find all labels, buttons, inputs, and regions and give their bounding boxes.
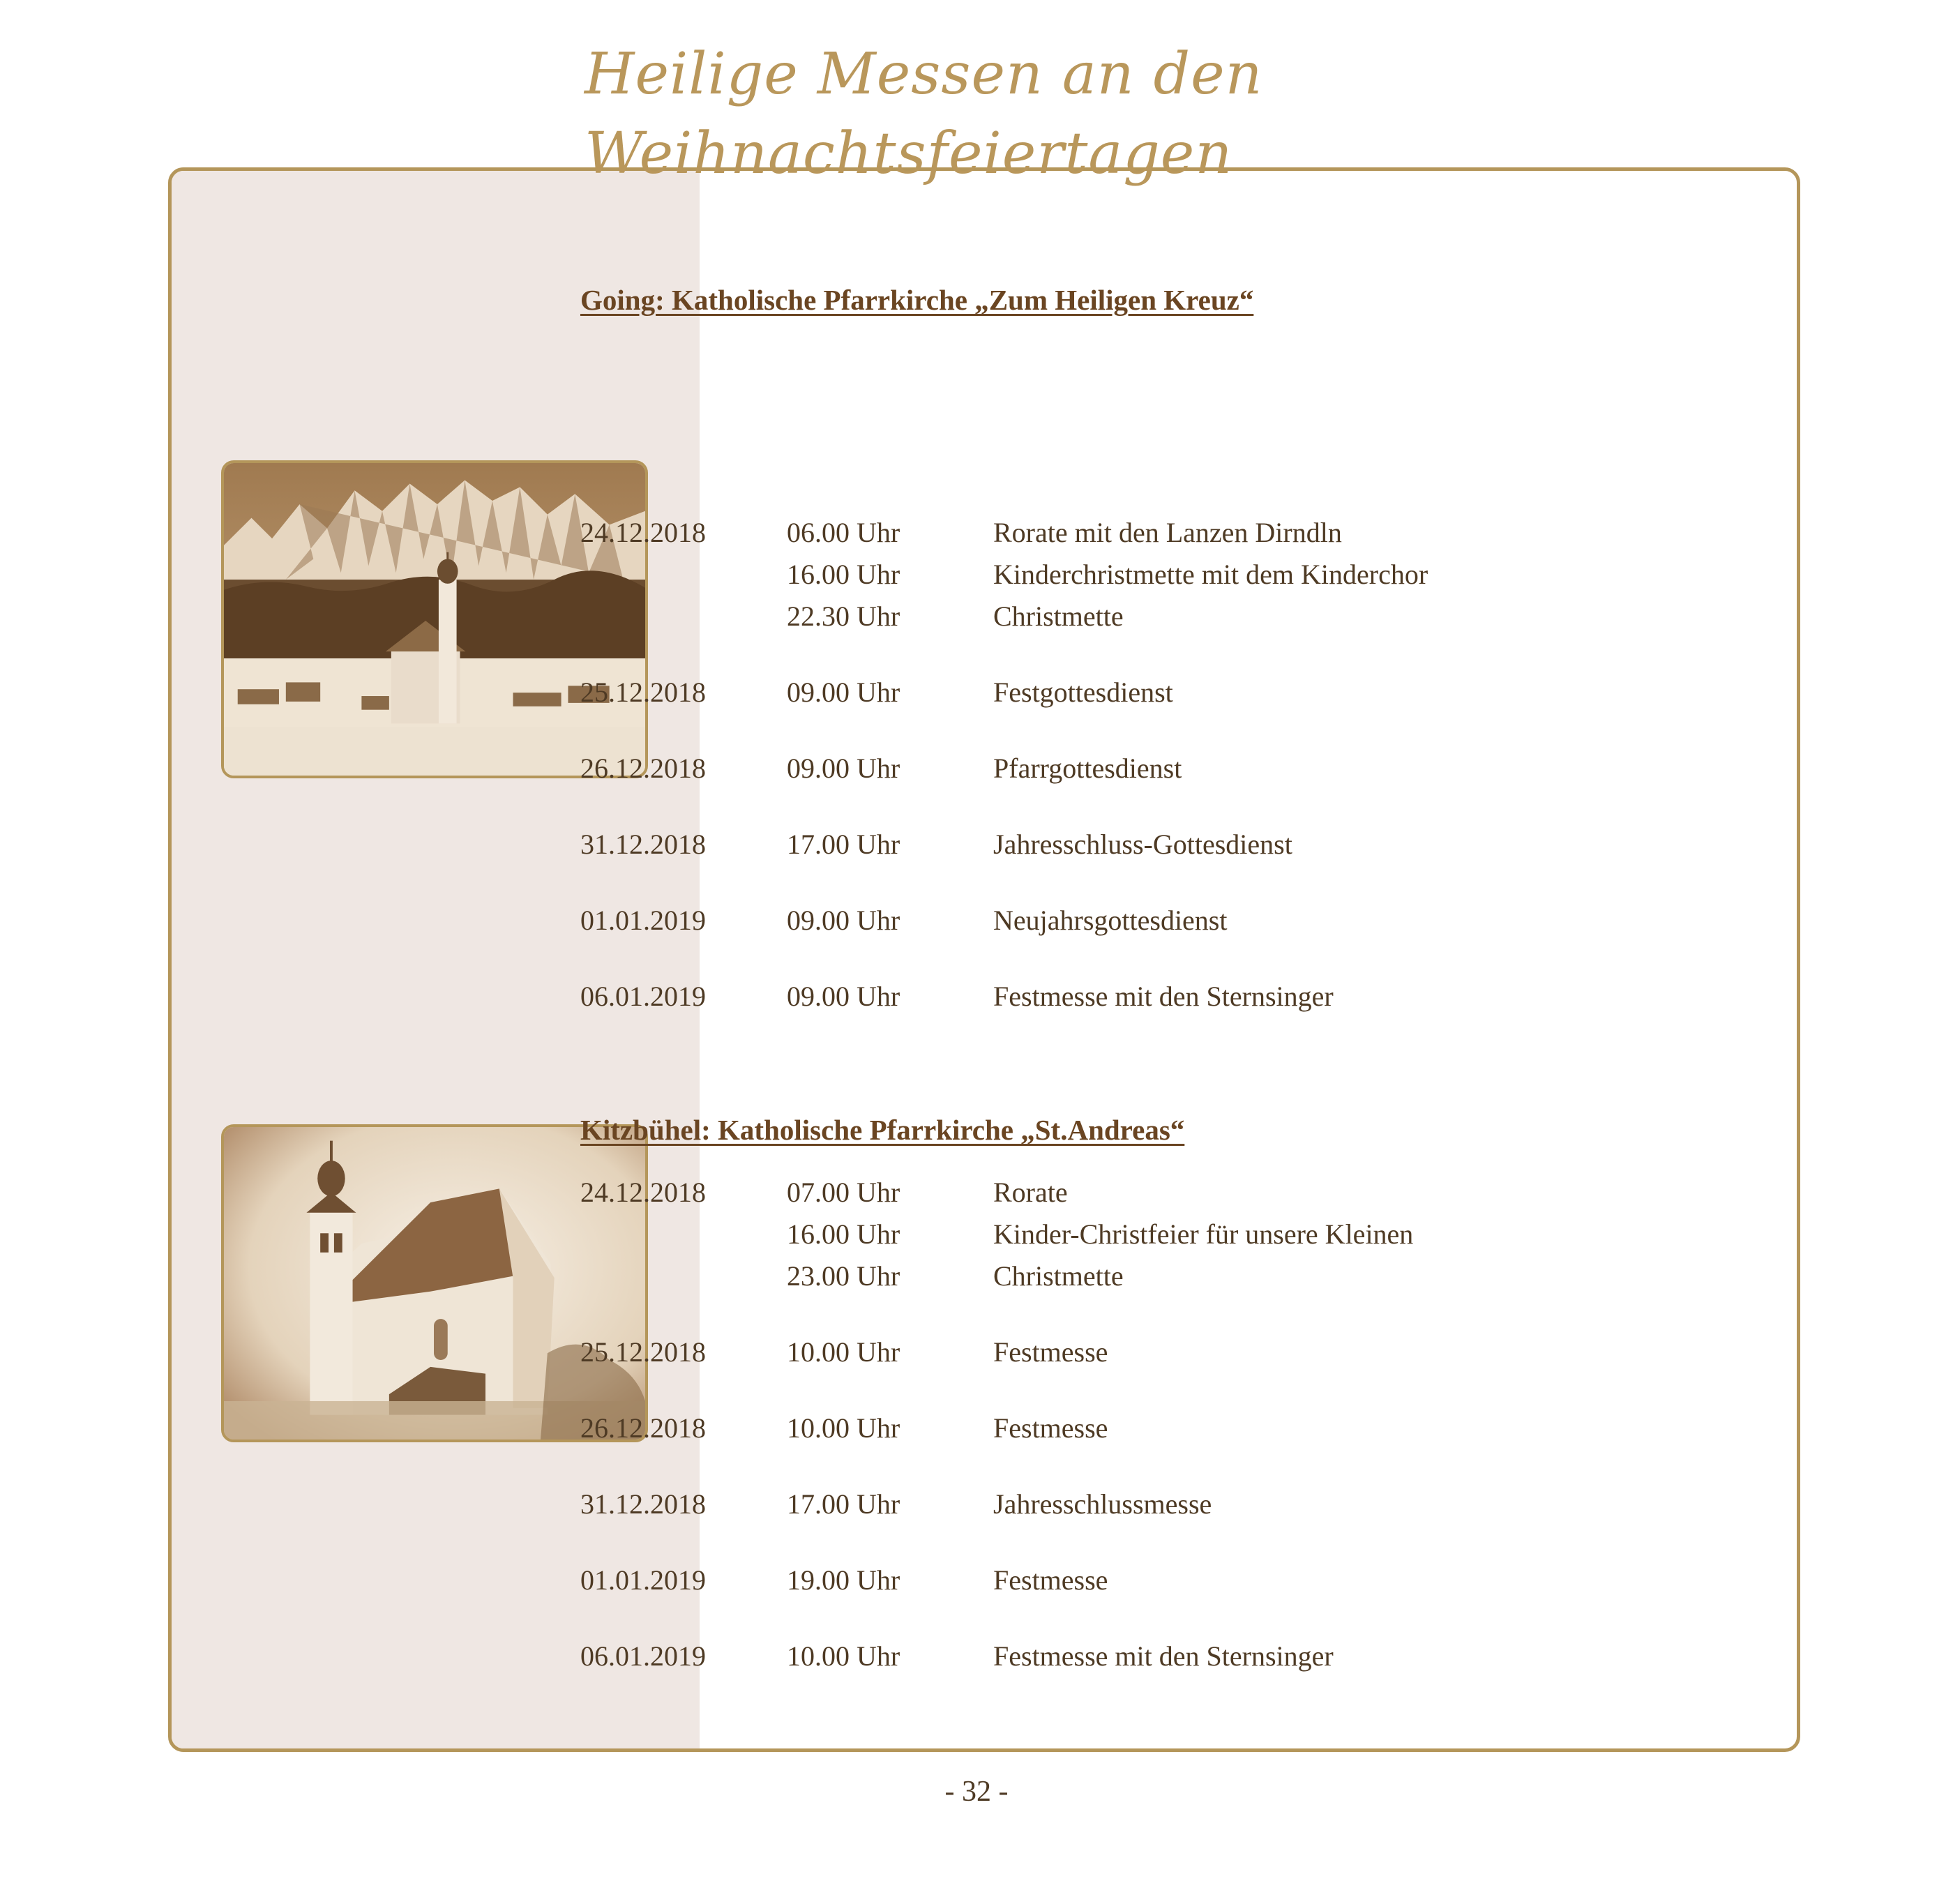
- row-date: 25.12.2018: [580, 677, 706, 708]
- section-heading-kitzbuehel: Kitzbühel: Katholische Pfarrkirche „St.Andreas“: [580, 1114, 1185, 1146]
- row-description: Festmesse mit den Sternsinger: [993, 1640, 1334, 1672]
- schedule-row: [580, 1559, 1592, 1601]
- schedule-row: [580, 1483, 1592, 1525]
- row-date: 31.12.2018: [580, 1488, 706, 1520]
- row-date: 24.12.2018: [580, 1177, 706, 1208]
- row-time: 17.00 Uhr: [787, 1488, 900, 1520]
- row-time: 17.00 Uhr: [787, 829, 900, 860]
- schedule-row: [580, 1255, 1592, 1297]
- row-time: 19.00 Uhr: [787, 1564, 900, 1596]
- row-time: 09.00 Uhr: [787, 677, 900, 708]
- row-time: 23.00 Uhr: [787, 1260, 900, 1292]
- row-description: Festmesse: [993, 1412, 1108, 1444]
- schedule-row: [580, 1407, 1592, 1449]
- row-time: 16.00 Uhr: [787, 1218, 900, 1250]
- page-title: [585, 35, 1631, 194]
- row-description: Rorate mit den Lanzen Dirndln: [993, 517, 1342, 548]
- schedule-row: [580, 900, 1592, 942]
- row-time: 16.00 Uhr: [787, 559, 900, 590]
- row-description: Festmesse: [993, 1336, 1108, 1368]
- row-description: Christmette: [993, 1260, 1124, 1292]
- row-date: 06.01.2019: [580, 1640, 706, 1672]
- row-description: Jahresschlussmesse: [993, 1488, 1212, 1520]
- schedule-row: [580, 596, 1592, 637]
- row-date: 24.12.2018: [580, 517, 706, 548]
- row-date: 06.01.2019: [580, 981, 706, 1012]
- section-heading-going: Going: Katholische Pfarrkirche „Zum Heiligen Kreuz“: [580, 284, 1254, 316]
- schedule-row: [580, 554, 1592, 596]
- row-time: 09.00 Uhr: [787, 753, 900, 784]
- row-date: 31.12.2018: [580, 829, 706, 860]
- schedule-row: [580, 512, 1592, 554]
- title-line-2: Weihnachtsfeiertagen: [585, 121, 1233, 187]
- row-date: 26.12.2018: [580, 1412, 706, 1444]
- row-description: Kinderchristmette mit dem Kinderchor: [993, 559, 1428, 590]
- row-description: Neujahrsgottesdienst: [993, 905, 1228, 936]
- schedule-row: [580, 824, 1592, 866]
- row-time: 07.00 Uhr: [787, 1177, 900, 1208]
- row-description: Festmesse: [993, 1564, 1108, 1596]
- row-description: Rorate: [993, 1177, 1068, 1208]
- row-time: 09.00 Uhr: [787, 905, 900, 936]
- row-time: 09.00 Uhr: [787, 981, 900, 1012]
- row-description: Festmesse mit den Sternsinger: [993, 981, 1334, 1012]
- schedule-row: [580, 1635, 1592, 1677]
- page-number: - 32 -: [944, 1776, 1009, 1808]
- row-time: 22.30 Uhr: [787, 600, 900, 632]
- schedule-row: [580, 1331, 1592, 1373]
- row-description: Festgottesdienst: [993, 677, 1173, 708]
- schedule-row: [580, 1172, 1592, 1214]
- row-description: Kinder-Christfeier für unsere Kleinen: [993, 1218, 1414, 1250]
- row-date: 26.12.2018: [580, 753, 706, 784]
- row-description: Jahresschluss-Gottesdienst: [993, 829, 1292, 860]
- schedule-row: [580, 976, 1592, 1018]
- row-description: Christmette: [993, 600, 1124, 632]
- row-time: 10.00 Uhr: [787, 1640, 900, 1672]
- title-line-1: Heilige Messen an den: [585, 41, 1263, 107]
- schedule-row: [580, 672, 1592, 713]
- row-date: 01.01.2019: [580, 905, 706, 936]
- row-date: 25.12.2018: [580, 1336, 706, 1368]
- row-time: 06.00 Uhr: [787, 517, 900, 548]
- row-time: 10.00 Uhr: [787, 1336, 900, 1368]
- row-time: 10.00 Uhr: [787, 1412, 900, 1444]
- row-date: 01.01.2019: [580, 1564, 706, 1596]
- row-description: Pfarrgottesdienst: [993, 753, 1182, 784]
- schedule-row: [580, 748, 1592, 789]
- schedule-row: [580, 1214, 1592, 1255]
